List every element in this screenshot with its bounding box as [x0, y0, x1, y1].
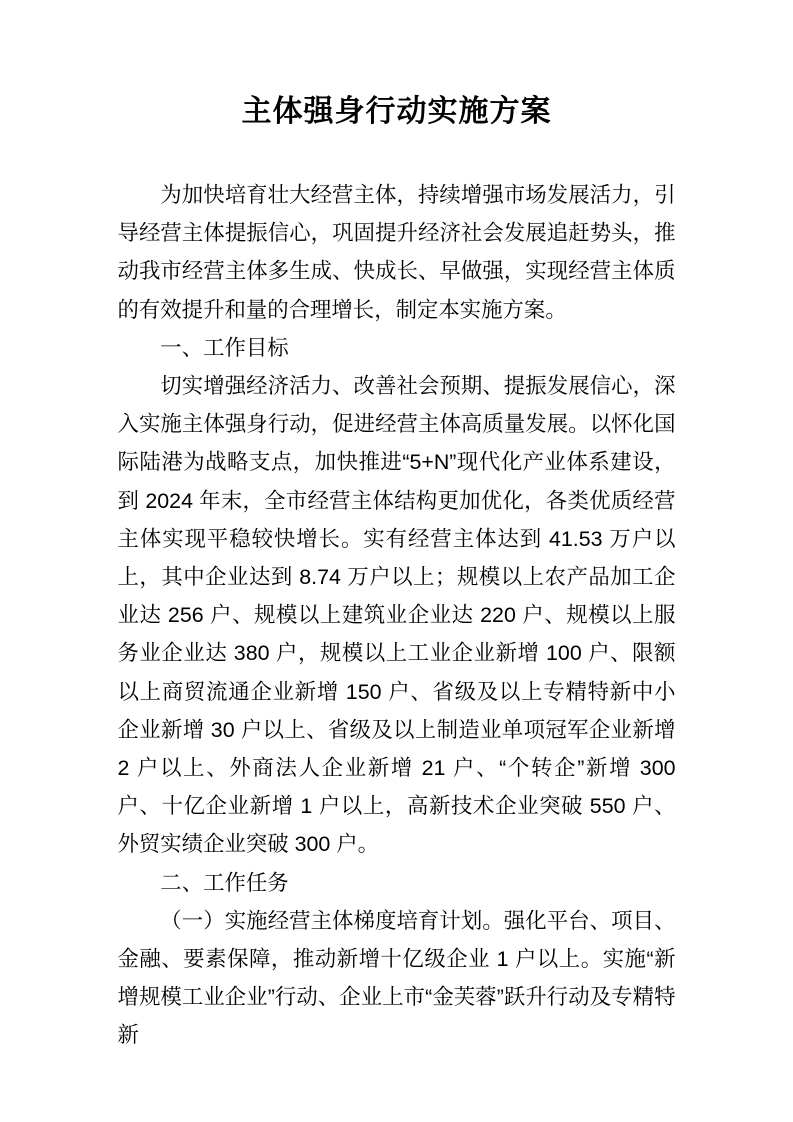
document-title: 主体强身行动实施方案: [241, 95, 552, 128]
intro-paragraph: 为加快培育壮大经营主体，持续增强市场发展活力，引导经营主体提振信心，巩固提升经济社会发展追赶势头，推动我市经营主体多生成、快成长、早做强，实现经营主体质的有效提升和量的合理增长，制定本实施方案。: [117, 183, 676, 322]
document-body: [118, 176, 676, 1055]
section-heading-work-tasks: 二、工作任务: [160, 870, 289, 895]
work-goals-paragraph: 切实增强经济活力、改善社会预期、提振发展信心，深入实施主体强身行动，促进经营主体高质量发展。以怀化国际陆港为战略支点，加快推进“5+N”现代化产业体系建设，到 2024 年末，全市经营主体结构更加优化，各类优质经营主体实现平稳较快增长。实有经营主体达到 41.53 万户以上，其中企业达到 8.74 万户以上；规模以上农产品加工企业达 256 户、规模以上建筑业企业达 220 户、规模以上服务业企业达 380 户，规模以上工业企业新增 100 户、限额以上商贸流通企业新增 150 户、省级及以上专精特新中小企业新增 30 户以上、省级及以上制造业单项冠军企业新增 2 户以上、外商法人企业新增 21 户、“个转企”新增 300 户、十亿企业新增 1 户以上，高新技术企业突破 550 户、外贸实绩企业突破 300 户。: [117, 374, 676, 857]
section-heading-work-goals: 一、工作目标: [160, 335, 289, 360]
work-tasks-paragraph: （一）实施经营主体梯度培育计划。强化平台、项目、金融、要素保障，推动新增十亿级企业 1 户以上。实施“新增规模工业企业”行动、企业上市“金芙蓉”跃升行动及专精特新: [117, 908, 676, 1048]
